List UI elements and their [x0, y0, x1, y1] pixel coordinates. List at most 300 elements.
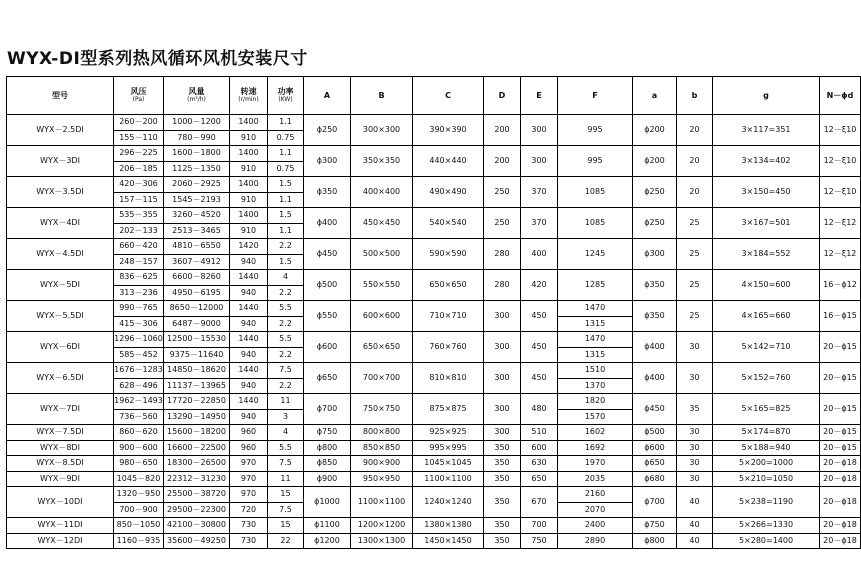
cell-b-upper: 900×900	[351, 456, 413, 472]
cell-f-upper: 2070	[558, 502, 633, 518]
cell-f-upper: 1820	[558, 394, 633, 410]
cell-pressure: 313－236	[114, 285, 164, 301]
cell-g-lower: 5×200=1000	[713, 456, 820, 472]
cell-e-upper: 650	[521, 471, 558, 487]
cell-flow: 1125－1350	[164, 161, 230, 177]
header-speed: 转速 (r/min)	[230, 77, 268, 115]
cell-power: 5.5	[268, 332, 304, 348]
cell-f-upper: 1370	[558, 378, 633, 394]
cell-b-lower: 35	[677, 394, 713, 425]
cell-power: 11	[268, 471, 304, 487]
table-row	[7, 177, 861, 193]
cell-c-upper: 1240×1240	[413, 487, 484, 518]
cell-a-lower: ϕ350	[633, 270, 677, 301]
cell-power: 2.2	[268, 378, 304, 394]
cell-d-upper: 350	[484, 456, 521, 472]
cell-power: 1.1	[268, 223, 304, 239]
cell-speed: 1400	[230, 208, 268, 224]
cell-speed: 1440	[230, 301, 268, 317]
cell-c-upper: 1100×1100	[413, 471, 484, 487]
cell-g-lower: 5×152=760	[713, 363, 820, 394]
cell-a-upper: ϕ500	[304, 270, 351, 301]
cell-flow: 29500－22300	[164, 502, 230, 518]
cell-f-upper: 1510	[558, 363, 633, 379]
cell-pressure: 1160－935	[114, 533, 164, 549]
cell-flow: 25500－38720	[164, 487, 230, 503]
cell-a-lower: ϕ800	[633, 533, 677, 549]
cell-power: 2.2	[268, 285, 304, 301]
cell-model: WYX－5DⅠ	[7, 270, 114, 301]
spec-body	[7, 115, 861, 549]
cell-f-upper: 1692	[558, 440, 633, 456]
cell-power: 4	[268, 270, 304, 286]
cell-flow: 6600－8260	[164, 270, 230, 286]
cell-g-lower: 5×266=1330	[713, 518, 820, 534]
cell-f-upper: 1315	[558, 347, 633, 363]
cell-pressure: 1045－820	[114, 471, 164, 487]
cell-speed: 940	[230, 347, 268, 363]
cell-d-upper: 300	[484, 332, 521, 363]
table-row	[7, 533, 861, 549]
cell-model: WYX－3DⅠ	[7, 146, 114, 177]
table-row	[7, 115, 861, 131]
cell-e-upper: 750	[521, 533, 558, 549]
cell-model: WYX－8DⅠ	[7, 440, 114, 456]
cell-d-upper: 300	[484, 363, 521, 394]
cell-flow: 3607－4912	[164, 254, 230, 270]
header-d-upper: D	[484, 77, 521, 115]
cell-pressure: 206－185	[114, 161, 164, 177]
cell-speed: 960	[230, 440, 268, 456]
cell-b-upper: 750×750	[351, 394, 413, 425]
cell-speed: 910	[230, 223, 268, 239]
cell-a-lower: ϕ400	[633, 363, 677, 394]
table-row	[7, 471, 861, 487]
cell-a-upper: ϕ900	[304, 471, 351, 487]
cell-e-upper: 480	[521, 394, 558, 425]
cell-pressure: 628－496	[114, 378, 164, 394]
cell-e-upper: 450	[521, 332, 558, 363]
cell-holes: 12－ξ10	[820, 146, 861, 177]
cell-d-upper: 200	[484, 115, 521, 146]
cell-a-lower: ϕ650	[633, 456, 677, 472]
cell-a-lower: ϕ300	[633, 239, 677, 270]
cell-a-upper: ϕ1200	[304, 533, 351, 549]
cell-f-upper: 1470	[558, 332, 633, 348]
table-row	[7, 394, 861, 410]
cell-model: WYX－4DⅠ	[7, 208, 114, 239]
cell-speed: 1400	[230, 115, 268, 131]
cell-b-lower: 30	[677, 425, 713, 441]
cell-flow: 2513－3465	[164, 223, 230, 239]
header-model: 型号	[7, 77, 114, 115]
cell-flow: 14850－18620	[164, 363, 230, 379]
cell-c-upper: 390×390	[413, 115, 484, 146]
header-a-lower: a	[633, 77, 677, 115]
cell-flow: 1600－1800	[164, 146, 230, 162]
cell-b-lower: 20	[677, 146, 713, 177]
cell-e-upper: 300	[521, 146, 558, 177]
cell-b-lower: 30	[677, 363, 713, 394]
cell-g-lower: 5×238=1190	[713, 487, 820, 518]
cell-pressure: 900－600	[114, 440, 164, 456]
cell-a-upper: ϕ850	[304, 456, 351, 472]
cell-c-upper: 810×810	[413, 363, 484, 394]
cell-g-lower: 3×150=450	[713, 177, 820, 208]
cell-power: 1.5	[268, 208, 304, 224]
cell-speed: 720	[230, 502, 268, 518]
cell-e-upper: 600	[521, 440, 558, 456]
cell-d-upper: 300	[484, 394, 521, 425]
cell-pressure: 1296－1060	[114, 332, 164, 348]
table-row	[7, 239, 861, 255]
cell-b-lower: 25	[677, 270, 713, 301]
cell-c-upper: 1045×1045	[413, 456, 484, 472]
cell-f-upper: 2035	[558, 471, 633, 487]
cell-speed: 1400	[230, 177, 268, 193]
cell-a-upper: ϕ400	[304, 208, 351, 239]
cell-f-upper: 1085	[558, 208, 633, 239]
cell-flow: 42100－30800	[164, 518, 230, 534]
cell-e-upper: 510	[521, 425, 558, 441]
cell-a-upper: ϕ800	[304, 440, 351, 456]
cell-d-upper: 280	[484, 270, 521, 301]
cell-power: 15	[268, 518, 304, 534]
cell-a-upper: ϕ650	[304, 363, 351, 394]
cell-e-upper: 370	[521, 177, 558, 208]
cell-model: WYX－9DⅠ	[7, 471, 114, 487]
cell-d-upper: 250	[484, 208, 521, 239]
cell-d-upper: 350	[484, 533, 521, 549]
cell-pressure: 1962－1493	[114, 394, 164, 410]
cell-flow: 4810－6550	[164, 239, 230, 255]
cell-f-upper: 1570	[558, 409, 633, 425]
cell-d-upper: 300	[484, 301, 521, 332]
cell-flow: 18300－26500	[164, 456, 230, 472]
cell-c-upper: 590×590	[413, 239, 484, 270]
cell-power: 11	[268, 394, 304, 410]
table-row	[7, 146, 861, 162]
cell-g-lower: 5×174=870	[713, 425, 820, 441]
cell-pressure: 980－650	[114, 456, 164, 472]
cell-holes: 20－ϕ18	[820, 533, 861, 549]
cell-speed: 960	[230, 425, 268, 441]
cell-a-lower: ϕ250	[633, 177, 677, 208]
cell-b-lower: 40	[677, 487, 713, 518]
cell-model: WYX－3.5DⅠ	[7, 177, 114, 208]
cell-a-upper: ϕ300	[304, 146, 351, 177]
cell-d-upper: 350	[484, 518, 521, 534]
cell-c-upper: 760×760	[413, 332, 484, 363]
cell-g-lower: 3×167=501	[713, 208, 820, 239]
cell-a-upper: ϕ750	[304, 425, 351, 441]
table-row	[7, 518, 861, 534]
cell-f-upper: 1315	[558, 316, 633, 332]
cell-speed: 730	[230, 533, 268, 549]
cell-power: 7.5	[268, 363, 304, 379]
cell-holes: 20－ϕ15	[820, 425, 861, 441]
cell-a-lower: ϕ250	[633, 208, 677, 239]
cell-model: WYX－6.5DⅠ	[7, 363, 114, 394]
cell-power: 0.75	[268, 161, 304, 177]
cell-model: WYX－4.5DⅠ	[7, 239, 114, 270]
cell-speed: 910	[230, 192, 268, 208]
cell-b-lower: 40	[677, 533, 713, 549]
cell-pressure: 660－420	[114, 239, 164, 255]
cell-a-upper: ϕ350	[304, 177, 351, 208]
cell-speed: 940	[230, 378, 268, 394]
cell-pressure: 836－625	[114, 270, 164, 286]
cell-flow: 9375－11640	[164, 347, 230, 363]
cell-a-lower: ϕ500	[633, 425, 677, 441]
cell-d-upper: 350	[484, 440, 521, 456]
cell-g-lower: 5×165=825	[713, 394, 820, 425]
table-row	[7, 425, 861, 441]
header-power: 功率 (KW)	[268, 77, 304, 115]
cell-b-upper: 350×350	[351, 146, 413, 177]
cell-power: 3	[268, 409, 304, 425]
cell-g-lower: 3×134=402	[713, 146, 820, 177]
cell-f-upper: 2890	[558, 533, 633, 549]
cell-b-lower: 40	[677, 518, 713, 534]
cell-c-upper: 540×540	[413, 208, 484, 239]
table-row	[7, 301, 861, 317]
cell-b-upper: 600×600	[351, 301, 413, 332]
table-row	[7, 440, 861, 456]
cell-b-upper: 700×700	[351, 363, 413, 394]
cell-holes: 20－ϕ18	[820, 471, 861, 487]
cell-flow: 8650－12000	[164, 301, 230, 317]
cell-holes: 12－ξ10	[820, 177, 861, 208]
cell-f-upper: 1245	[558, 239, 633, 270]
cell-speed: 1440	[230, 394, 268, 410]
header-pressure: 风压 (Pa)	[114, 77, 164, 115]
cell-flow: 22312－31230	[164, 471, 230, 487]
cell-pressure: 296－225	[114, 146, 164, 162]
cell-speed: 730	[230, 518, 268, 534]
cell-flow: 11137－13965	[164, 378, 230, 394]
cell-b-upper: 550×550	[351, 270, 413, 301]
cell-b-lower: 30	[677, 440, 713, 456]
cell-speed: 910	[230, 130, 268, 146]
cell-power: 2.2	[268, 239, 304, 255]
cell-a-lower: ϕ200	[633, 146, 677, 177]
cell-flow: 2060－2925	[164, 177, 230, 193]
cell-holes: 20－ϕ18	[820, 487, 861, 518]
cell-power: 22	[268, 533, 304, 549]
cell-b-lower: 30	[677, 471, 713, 487]
cell-model: WYX－7DⅠ	[7, 394, 114, 425]
cell-power: 2.2	[268, 347, 304, 363]
cell-flow: 3260－4520	[164, 208, 230, 224]
cell-flow: 1545－2193	[164, 192, 230, 208]
cell-f-upper: 1285	[558, 270, 633, 301]
cell-pressure: 248－157	[114, 254, 164, 270]
cell-f-upper: 1970	[558, 456, 633, 472]
cell-pressure: 736－560	[114, 409, 164, 425]
cell-pressure: 700－900	[114, 502, 164, 518]
cell-g-lower: 4×150=600	[713, 270, 820, 301]
cell-speed: 1440	[230, 332, 268, 348]
cell-b-upper: 1100×1100	[351, 487, 413, 518]
cell-holes: 20－ϕ15	[820, 440, 861, 456]
cell-b-upper: 500×500	[351, 239, 413, 270]
cell-holes: 12－ξ12	[820, 239, 861, 270]
cell-a-lower: ϕ750	[633, 518, 677, 534]
cell-pressure: 155－110	[114, 130, 164, 146]
cell-holes: 20－ϕ15	[820, 332, 861, 363]
cell-g-lower: 4×165=660	[713, 301, 820, 332]
cell-holes: 12－ξ10	[820, 115, 861, 146]
page-title: WYX-DⅠ型系列热风循环风机安装尺寸	[7, 49, 308, 69]
cell-b-lower: 25	[677, 301, 713, 332]
cell-holes: 16－ϕ15	[820, 301, 861, 332]
cell-power: 1.1	[268, 115, 304, 131]
cell-b-upper: 800×800	[351, 425, 413, 441]
cell-model: WYX－2.5DⅠ	[7, 115, 114, 146]
cell-f-upper: 1602	[558, 425, 633, 441]
cell-a-lower: ϕ680	[633, 471, 677, 487]
cell-e-upper: 400	[521, 239, 558, 270]
cell-b-lower: 25	[677, 239, 713, 270]
cell-pressure: 860－620	[114, 425, 164, 441]
cell-flow: 12500－15530	[164, 332, 230, 348]
header-c-upper: C	[413, 77, 484, 115]
cell-e-upper: 450	[521, 301, 558, 332]
cell-f-upper: 995	[558, 115, 633, 146]
cell-pressure: 990－765	[114, 301, 164, 317]
cell-model: WYX－10DⅠ	[7, 487, 114, 518]
cell-c-upper: 995×995	[413, 440, 484, 456]
cell-speed: 940	[230, 409, 268, 425]
header-holes: N－ϕd	[820, 77, 861, 115]
cell-g-lower: 5×210=1050	[713, 471, 820, 487]
cell-g-lower: 5×280=1400	[713, 533, 820, 549]
header-b-upper: B	[351, 77, 413, 115]
cell-e-upper: 700	[521, 518, 558, 534]
cell-pressure: 202－133	[114, 223, 164, 239]
cell-flow: 1000－1200	[164, 115, 230, 131]
header-f-upper: F	[558, 77, 633, 115]
cell-f-upper: 1470	[558, 301, 633, 317]
cell-pressure: 415－306	[114, 316, 164, 332]
cell-e-upper: 300	[521, 115, 558, 146]
cell-f-upper: 2160	[558, 487, 633, 503]
cell-a-upper: ϕ600	[304, 332, 351, 363]
cell-g-lower: 3×184=552	[713, 239, 820, 270]
cell-speed: 970	[230, 456, 268, 472]
cell-holes: 16－ϕ12	[820, 270, 861, 301]
header-row	[7, 77, 861, 115]
table-row	[7, 487, 861, 503]
cell-speed: 1420	[230, 239, 268, 255]
cell-pressure: 585－452	[114, 347, 164, 363]
cell-pressure: 535－355	[114, 208, 164, 224]
cell-c-upper: 490×490	[413, 177, 484, 208]
cell-flow: 6487－9000	[164, 316, 230, 332]
cell-flow: 780－990	[164, 130, 230, 146]
cell-b-upper: 850×850	[351, 440, 413, 456]
cell-speed: 940	[230, 316, 268, 332]
spec-table	[6, 76, 861, 549]
cell-c-upper: 1450×1450	[413, 533, 484, 549]
cell-a-upper: ϕ250	[304, 115, 351, 146]
cell-b-lower: 20	[677, 177, 713, 208]
cell-a-lower: ϕ200	[633, 115, 677, 146]
cell-flow: 16600－22500	[164, 440, 230, 456]
cell-g-lower: 5×188=940	[713, 440, 820, 456]
cell-b-upper: 1300×1300	[351, 533, 413, 549]
cell-e-upper: 370	[521, 208, 558, 239]
cell-c-upper: 925×925	[413, 425, 484, 441]
cell-e-upper: 450	[521, 363, 558, 394]
cell-speed: 1440	[230, 363, 268, 379]
header-flow: 风量 (m³/h)	[164, 77, 230, 115]
cell-speed: 1440	[230, 270, 268, 286]
cell-c-upper: 875×875	[413, 394, 484, 425]
cell-e-upper: 630	[521, 456, 558, 472]
cell-b-upper: 300×300	[351, 115, 413, 146]
cell-d-upper: 250	[484, 177, 521, 208]
cell-f-upper: 995	[558, 146, 633, 177]
cell-power: 15	[268, 487, 304, 503]
cell-a-lower: ϕ350	[633, 301, 677, 332]
cell-e-upper: 420	[521, 270, 558, 301]
cell-speed: 1400	[230, 146, 268, 162]
header-g-lower: g	[713, 77, 820, 115]
cell-a-lower: ϕ450	[633, 394, 677, 425]
cell-power: 5.5	[268, 440, 304, 456]
cell-power: 7.5	[268, 502, 304, 518]
cell-c-upper: 710×710	[413, 301, 484, 332]
cell-d-upper: 350	[484, 471, 521, 487]
cell-pressure: 1320－950	[114, 487, 164, 503]
cell-c-upper: 650×650	[413, 270, 484, 301]
cell-model: WYX－5.5DⅠ	[7, 301, 114, 332]
cell-holes: 20－ϕ18	[820, 518, 861, 534]
cell-model: WYX－11DⅠ	[7, 518, 114, 534]
cell-b-upper: 650×650	[351, 332, 413, 363]
cell-pressure: 1676－1283	[114, 363, 164, 379]
cell-power: 0.75	[268, 130, 304, 146]
cell-flow: 15600－18200	[164, 425, 230, 441]
cell-model: WYX－8.5DⅠ	[7, 456, 114, 472]
cell-b-lower: 20	[677, 115, 713, 146]
cell-a-lower: ϕ400	[633, 332, 677, 363]
cell-b-upper: 400×400	[351, 177, 413, 208]
cell-d-upper: 280	[484, 239, 521, 270]
cell-a-upper: ϕ550	[304, 301, 351, 332]
cell-a-upper: ϕ1100	[304, 518, 351, 534]
cell-a-upper: ϕ700	[304, 394, 351, 425]
cell-c-upper: 1380×1380	[413, 518, 484, 534]
cell-g-lower: 5×142=710	[713, 332, 820, 363]
cell-a-upper: ϕ1000	[304, 487, 351, 518]
cell-flow: 4950－6195	[164, 285, 230, 301]
cell-b-lower: 30	[677, 456, 713, 472]
cell-model: WYX－6DⅠ	[7, 332, 114, 363]
cell-power: 4	[268, 425, 304, 441]
cell-d-upper: 300	[484, 425, 521, 441]
cell-power: 5.5	[268, 301, 304, 317]
cell-b-upper: 950×950	[351, 471, 413, 487]
cell-e-upper: 670	[521, 487, 558, 518]
cell-flow: 35600－49250	[164, 533, 230, 549]
cell-power: 7.5	[268, 456, 304, 472]
cell-holes: 20－ϕ18	[820, 456, 861, 472]
cell-power: 1.5	[268, 177, 304, 193]
table-row	[7, 208, 861, 224]
